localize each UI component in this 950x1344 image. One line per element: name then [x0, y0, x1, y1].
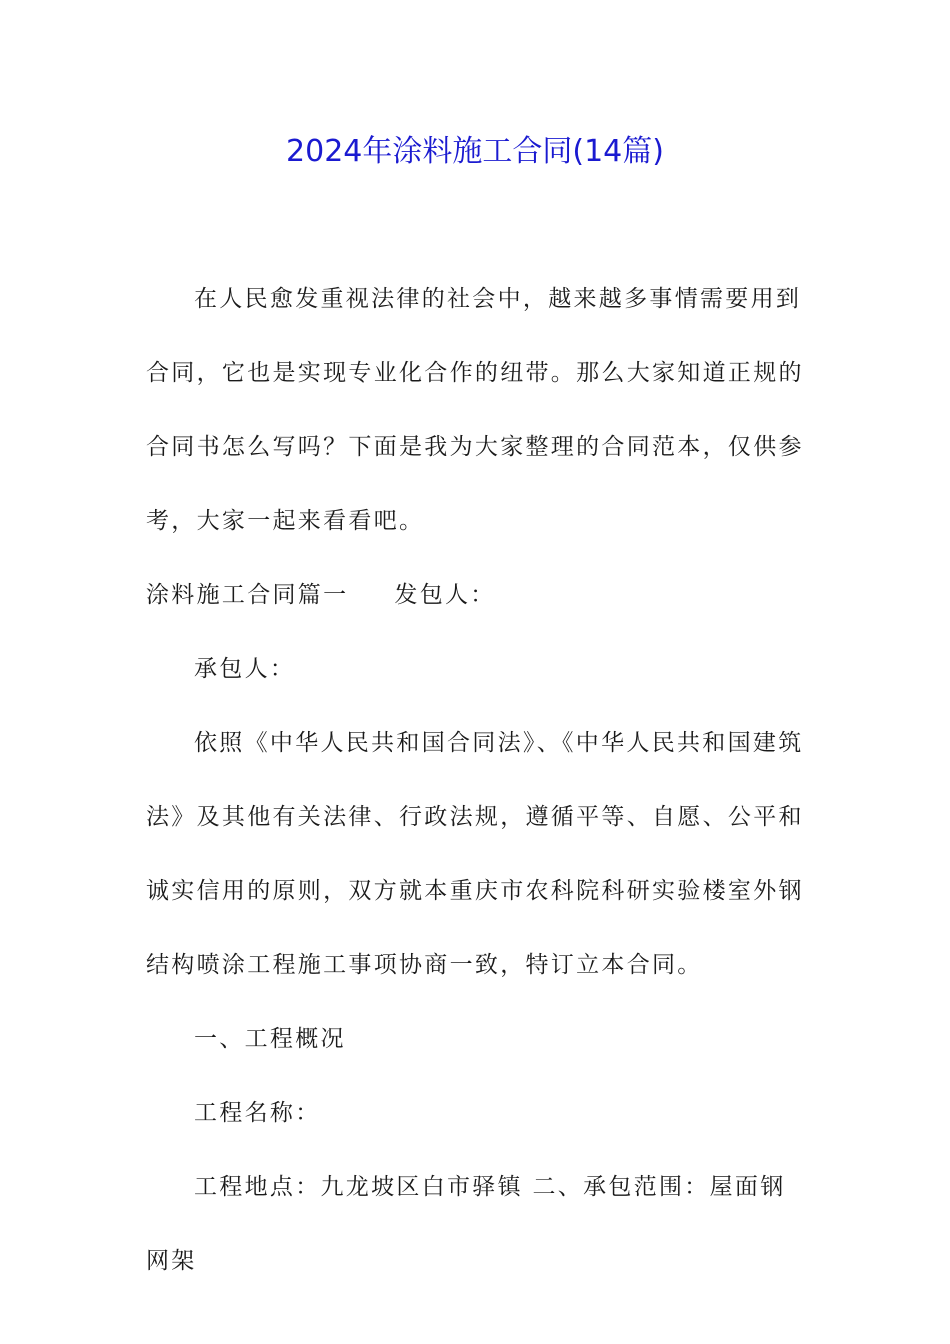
project-location-line: 工程地点：九龙坡区白市驿镇 二、承包范围：屋面钢网架	[146, 1174, 786, 1274]
clause-1-heading: 一、工程概况	[194, 1026, 346, 1052]
document-body	[146, 262, 806, 1298]
document-title: 2024年涂料施工合同(14篇)	[286, 134, 664, 169]
party-b-label: 承包人：	[194, 656, 296, 682]
basis-paragraph: 依照《中华人民共和国合同法》、《中华人民共和国建筑法》及其他有关法律、行政法规，遵循平等、自愿、公平和诚实信用的原则，双方就本重庆市农科院科研实验楼室外钢结构喷涂工程施工事项协商一致，特订立本合同。	[146, 730, 804, 978]
intro-paragraph: 在人民愈发重视法律的社会中，越来越多事情需要用到合同，它也是实现专业化合作的纽带。那么大家知道正规的合同书怎么写吗？下面是我为大家整理的合同范本，仅供参考，大家一起来看看吧。	[146, 286, 804, 534]
section-heading: 涂料施工合同篇一	[146, 582, 349, 608]
party-a-label: 发包人：	[394, 582, 496, 608]
project-name-line: 工程名称：	[194, 1100, 321, 1126]
section-heading-line	[146, 558, 806, 632]
